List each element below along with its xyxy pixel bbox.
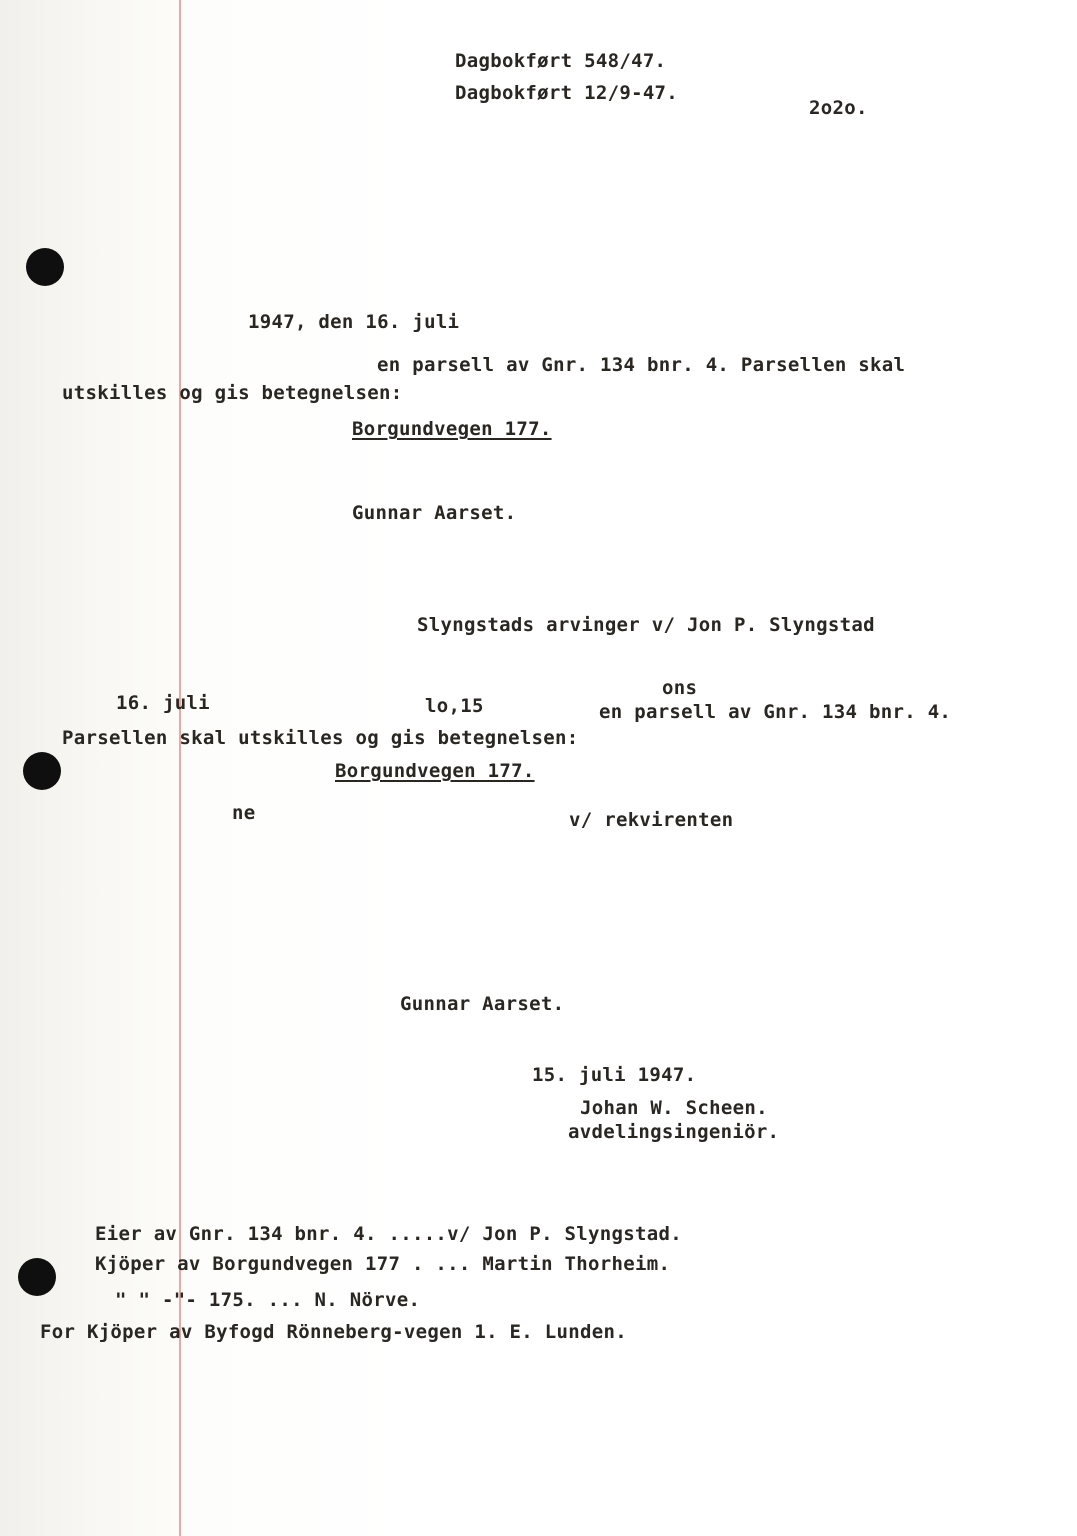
journal-number: Dagbokført 548/47.: [455, 50, 667, 72]
section2-time: lo,15: [425, 695, 484, 717]
signature-name: Johan W. Scheen.: [580, 1097, 768, 1119]
punch-hole-top: [26, 248, 64, 286]
section2-representative: v/ rekvirenten: [569, 809, 734, 831]
owner-line-3: " " -"- 175. ... N. Nörve.: [115, 1289, 421, 1311]
page-number: 2o2o.: [809, 97, 868, 119]
owner-line-1: Eier av Gnr. 134 bnr. 4. .....v/ Jon P. Slyngstad.: [95, 1223, 682, 1245]
section2-ne: ne: [232, 802, 256, 824]
section2-parcel-line: en parsell av Gnr. 134 bnr. 4.: [599, 701, 952, 723]
journal-date: Dagbokført 12/9-47.: [455, 82, 679, 104]
section2-address: Borgundvegen 177.: [335, 760, 535, 782]
section2-signer: Gunnar Aarset.: [400, 993, 565, 1015]
section2-weekday: ons: [662, 677, 698, 699]
section1-address: Borgundvegen 177.: [352, 418, 552, 440]
section1-signer: Gunnar Aarset.: [352, 502, 517, 524]
section1-parcel-line: en parsell av Gnr. 134 bnr. 4. Parsellen skal: [377, 354, 906, 376]
punch-hole-bottom: [18, 1258, 56, 1296]
section2-split-line: Parsellen skal utskilles og gis betegnelsen:: [62, 727, 579, 749]
signature-title: avdelingsingeniör.: [568, 1121, 780, 1143]
owner-line-4: For Kjöper av Byfogd Rönneberg-vegen 1. E. Lunden.: [40, 1321, 627, 1343]
section1-heirs: Slyngstads arvinger v/ Jon P. Slyngstad: [417, 614, 875, 636]
section2-date: 16. juli: [116, 692, 210, 714]
section1-date: 1947, den 16. juli: [248, 311, 460, 333]
signature-date: 15. juli 1947.: [532, 1064, 697, 1086]
section1-split-line: utskilles og gis betegnelsen:: [62, 382, 403, 404]
punch-hole-middle: [23, 752, 61, 790]
owner-line-2: Kjöper av Borgundvegen 177 . ... Martin Thorheim.: [95, 1253, 671, 1275]
